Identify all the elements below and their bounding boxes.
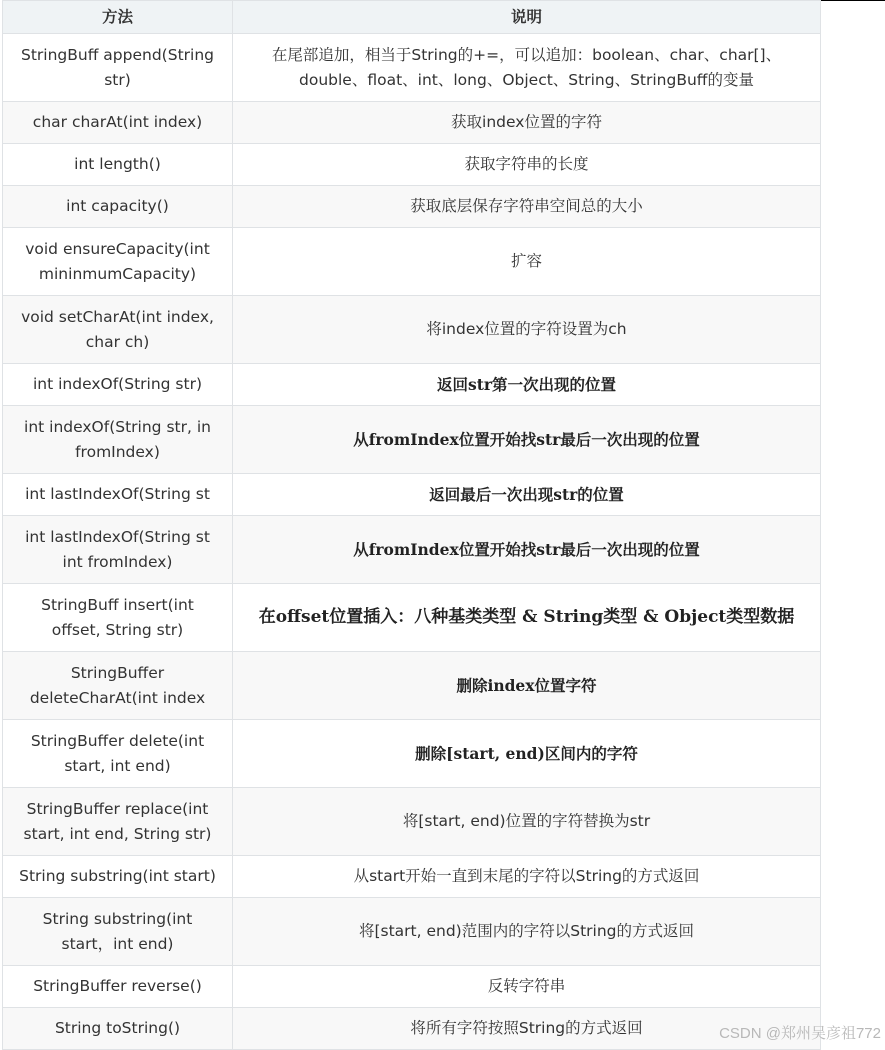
method-cell: StringBuffer replace(int start, int end, String str): [3, 788, 233, 856]
csdn-watermark: CSDN @郑州吴彦祖772: [719, 1025, 881, 1042]
description-cell: 反转字符串: [233, 966, 821, 1008]
description-cell: 获取字符串的长度: [233, 144, 821, 186]
method-cell: String substring(int start，int end): [3, 898, 233, 966]
description-cell: 删除[start, end)区间内的字符: [233, 720, 821, 788]
table-row: [3, 102, 821, 144]
table-row: [3, 898, 821, 966]
table-row: [3, 720, 821, 788]
table-row: [3, 186, 821, 228]
method-cell: String toString(): [3, 1008, 233, 1050]
method-cell: StringBuff append(String str): [3, 34, 233, 102]
table-row: [3, 228, 821, 296]
description-cell: 返回str第一次出现的位置: [233, 364, 821, 406]
method-cell: int length(): [3, 144, 233, 186]
description-cell: 在尾部追加，相当于String的+=，可以追加：boolean、char、char[]、double、float、int、long、Object、String、StringBuff的变量: [233, 34, 821, 102]
method-cell: void ensureCapacity(int mininmumCapacity): [3, 228, 233, 296]
table-row: [3, 34, 821, 102]
method-cell: String substring(int start): [3, 856, 233, 898]
table-row: [3, 144, 821, 186]
table-row: [3, 516, 821, 584]
method-cell: int lastIndexOf(String st: [3, 474, 233, 516]
method-cell: int indexOf(String str): [3, 364, 233, 406]
table-row: [3, 856, 821, 898]
table-row: [3, 474, 821, 516]
table-row: [3, 1008, 821, 1050]
description-cell: 获取index位置的字符: [233, 102, 821, 144]
description-cell: 将index位置的字符设置为ch: [233, 296, 821, 364]
description-cell: 从start开始一直到末尾的字符以String的方式返回: [233, 856, 821, 898]
description-cell: 获取底层保存字符串空间总的大小: [233, 186, 821, 228]
description-cell: 返回最后一次出现str的位置: [233, 474, 821, 516]
method-cell: int lastIndexOf(String st int fromIndex): [3, 516, 233, 584]
method-cell: StringBuff insert(int offset, String str): [3, 584, 233, 652]
description-cell: 从fromIndex位置开始找str最后一次出现的位置: [233, 406, 821, 474]
table-row: [3, 364, 821, 406]
table-row: [3, 406, 821, 474]
table-row: [3, 966, 821, 1008]
description-cell: 将[start, end)范围内的字符以String的方式返回: [233, 898, 821, 966]
table-row: [3, 652, 821, 720]
description-cell: 从fromIndex位置开始找str最后一次出现的位置: [233, 516, 821, 584]
table-row: [3, 584, 821, 652]
method-cell: StringBuffer deleteCharAt(int index: [3, 652, 233, 720]
description-cell: 在offset位置插入：八种基类类型 & String类型 & Object类型数据: [233, 584, 821, 652]
description-cell: 扩容: [233, 228, 821, 296]
stringbuffer-methods-table: [2, 0, 821, 1050]
description-cell: 将[start, end)位置的字符替换为str: [233, 788, 821, 856]
table-row: [3, 296, 821, 364]
method-cell: int indexOf(String str, in fromIndex): [3, 406, 233, 474]
description-cell: 删除index位置字符: [233, 652, 821, 720]
method-cell: char charAt(int index): [3, 102, 233, 144]
top-border-line: [820, 0, 885, 1]
method-cell: StringBuffer reverse(): [3, 966, 233, 1008]
table-header-row: [3, 1, 821, 34]
method-cell: StringBuffer delete(int start, int end): [3, 720, 233, 788]
header-method: 方法: [3, 1, 233, 34]
header-description: 说明: [233, 1, 821, 34]
method-cell: void setCharAt(int index, char ch): [3, 296, 233, 364]
description-cell: 将所有字符按照String的方式返回: [233, 1008, 821, 1050]
table-row: [3, 788, 821, 856]
method-cell: int capacity(): [3, 186, 233, 228]
